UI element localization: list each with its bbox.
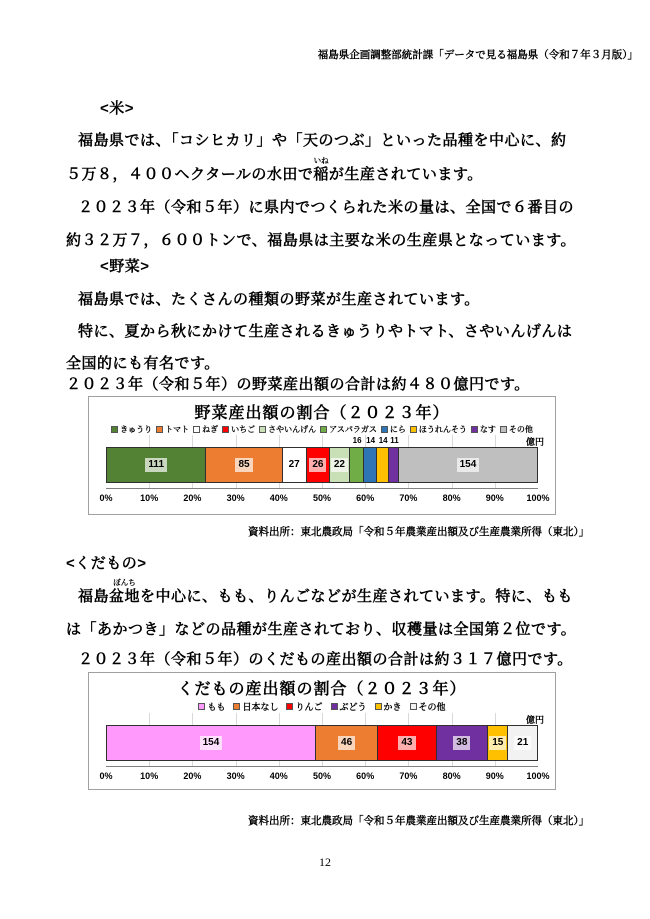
legend-label: りんご <box>295 702 323 712</box>
legend-label: さやいんげん <box>268 425 317 434</box>
axis-tick: 60% <box>356 493 375 503</box>
page-number: 12 <box>319 855 331 869</box>
legend-swatch <box>193 426 200 433</box>
segment-value-label: 154 <box>200 736 223 750</box>
legend-swatch <box>375 703 382 710</box>
segment-value-label: 38 <box>453 736 470 750</box>
source-citation: 資料出所：東北農政局「令和５年農業産出額及び生産農業所得（東北）」 <box>248 526 590 538</box>
legend-item <box>222 424 255 435</box>
fruit-paragraph-line: ２０２３年（令和５年）のくだもの産出額の合計は約３１７億円です。 <box>78 651 573 668</box>
bar-segment <box>488 726 508 760</box>
legend-label: トマト <box>165 425 190 434</box>
vegetable-paragraph-line: 全国的にも有名です。 <box>66 355 220 372</box>
legend-item <box>375 700 402 713</box>
segment-value-label: 27 <box>286 458 303 472</box>
fruit-section-heading: <くだもの> <box>66 555 147 572</box>
legend-swatch <box>320 426 327 433</box>
chart-above-labels <box>106 714 538 725</box>
chart-unit-label: 億円 <box>525 437 544 447</box>
rice-section-heading: <米> <box>100 100 135 117</box>
legend-label: かき <box>383 702 402 712</box>
line-text: を中心に、もも、りんごなどが生産されています。特に、もも <box>140 588 573 605</box>
segment-value-label: 154 <box>457 458 480 472</box>
bar-segment <box>330 448 350 482</box>
ruby-base: 稲 <box>313 166 329 183</box>
legend-swatch <box>331 703 338 710</box>
legend-item <box>193 424 218 435</box>
ruby-base: 盆地 <box>109 588 141 605</box>
rice-paragraph-line: 約３２万７，６００トンで、福島県は主要な米の生産県となっています。 <box>66 232 577 249</box>
legend-label: ねぎ <box>202 425 219 434</box>
vegetable-section-heading: <野菜> <box>100 258 150 275</box>
segment-value-label: 14 <box>366 436 376 445</box>
axis-tick: 0% <box>99 493 113 503</box>
legend-label: きゅうり <box>120 425 153 434</box>
axis-tick: 70% <box>399 771 418 781</box>
legend-swatch <box>259 426 266 433</box>
legend-swatch <box>222 426 229 433</box>
axis-tick: 60% <box>356 771 375 781</box>
line-text: ５万８，４００ヘクタールの水田で <box>66 166 314 183</box>
legend-item <box>233 700 278 713</box>
bar-segment <box>389 448 399 482</box>
chart-x-axis <box>99 489 550 504</box>
axis-tick: 70% <box>399 493 418 503</box>
legend-label: その他 <box>508 425 533 434</box>
segment-value-label: 21 <box>514 736 531 750</box>
chart-title: くだもの産出額の割合（２０２３年） <box>177 681 467 698</box>
segment-value-label: 46 <box>338 736 355 750</box>
legend-swatch <box>410 426 417 433</box>
vegetable-paragraph-line: ２０２３年（令和５年）の野菜産出額の合計は約４８０億円です。 <box>66 376 530 393</box>
axis-tick: 90% <box>485 493 504 503</box>
segment-value-label: 26 <box>309 458 326 472</box>
legend-label: ぶどう <box>339 702 367 712</box>
bar-segment <box>377 448 390 482</box>
bar-segment <box>378 726 436 760</box>
source-citation: 資料出所：東北農政局「令和５年農業産出額及び生産農業所得（東北）」 <box>248 815 590 827</box>
bar-segment <box>364 448 377 482</box>
legend-item <box>198 700 225 713</box>
segment-value-label: 85 <box>235 458 252 472</box>
legend-item <box>381 424 406 435</box>
legend-label: その他 <box>418 702 446 712</box>
axis-tick: 10% <box>140 493 159 503</box>
axis-tick: 30% <box>226 493 245 503</box>
axis-tick: 90% <box>485 771 504 781</box>
axis-tick: 0% <box>99 771 113 781</box>
legend-label: もも <box>207 702 226 712</box>
document-header: 福島県企画調整部統計課「データで見る福島県（令和７年３月版）」 <box>317 49 638 61</box>
axis-tick: 10% <box>140 771 159 781</box>
ruby-annotation <box>109 578 141 606</box>
legend-item <box>471 424 496 435</box>
chart-unit-label: 億円 <box>525 715 544 725</box>
rice-paragraph-line: ２０２３年（令和５年）に県内でつくられた米の量は、全国で６番目の <box>78 199 575 216</box>
stacked-bar <box>106 725 538 761</box>
legend-item <box>500 424 533 435</box>
legend-item <box>156 424 189 435</box>
legend-item <box>259 424 316 435</box>
segment-value-label: 15 <box>489 736 506 750</box>
chart-x-axis <box>99 767 550 782</box>
vegetable-paragraph-line: 特に、夏から秋にかけて生産されるきゅうりやトマト、さやいんげんは <box>78 323 573 340</box>
legend-item <box>410 424 467 435</box>
axis-tick: 80% <box>442 493 461 503</box>
bar-segment <box>283 448 307 482</box>
axis-tick: 40% <box>269 493 288 503</box>
fruit-output-chart <box>88 672 556 790</box>
line-text: 福島 <box>78 588 110 605</box>
legend-item <box>320 424 377 435</box>
rice-paragraph-line <box>66 156 483 184</box>
axis-tick: 50% <box>312 771 332 781</box>
ruby-text: いね <box>313 156 329 165</box>
bar-segment <box>399 448 537 482</box>
vegetable-output-chart <box>88 396 556 515</box>
segment-value-label: 11 <box>390 436 399 445</box>
chart-legend <box>89 700 555 713</box>
axis-tick: 20% <box>183 493 202 503</box>
legend-item <box>111 424 152 435</box>
legend-swatch <box>198 703 205 710</box>
line-text: が生産されています。 <box>328 166 483 183</box>
axis-tick: 40% <box>269 771 288 781</box>
bar-segment <box>206 448 282 482</box>
legend-item <box>331 700 367 713</box>
legend-item <box>286 700 322 713</box>
legend-label: 日本なし <box>242 702 279 712</box>
bar-segment <box>307 448 330 482</box>
legend-swatch <box>286 703 293 710</box>
legend-label: にら <box>389 425 406 434</box>
rice-paragraph-line: 福島県では、「コシヒカリ」や「天のつぶ」といった品種を中心に、約 <box>78 132 567 149</box>
segment-value-label: 22 <box>331 458 348 472</box>
legend-swatch <box>233 703 240 710</box>
legend-item <box>410 700 446 713</box>
legend-label: アスパラガス <box>329 425 377 434</box>
chart-plot-area <box>106 435 544 489</box>
ruby-annotation <box>313 156 329 184</box>
axis-tick: 80% <box>442 771 461 781</box>
axis-tick: 20% <box>183 771 202 781</box>
legend-swatch <box>471 426 478 433</box>
segment-value-label: 14 <box>378 436 388 445</box>
legend-label: ほうれんそう <box>418 425 467 434</box>
legend-swatch <box>500 426 507 433</box>
legend-swatch <box>111 426 118 433</box>
fruit-paragraph-line <box>78 578 573 606</box>
legend-label: なす <box>479 425 496 434</box>
ruby-text: ぼんち <box>113 578 136 587</box>
chart-above-labels <box>106 436 538 447</box>
axis-tick: 100% <box>526 493 550 503</box>
bar-segment <box>316 726 378 760</box>
segment-value-label: 43 <box>398 736 415 750</box>
legend-swatch <box>381 426 388 433</box>
bar-segment <box>107 726 316 760</box>
fruit-paragraph-line: は「あかつき」などの品種が生産されており、収穫量は全国第２位です。 <box>66 621 577 638</box>
chart-title: 野菜産出額の割合（２０２３年） <box>194 405 450 422</box>
chart-plot-area <box>106 713 544 767</box>
axis-tick: 30% <box>226 771 245 781</box>
segment-value-label: 111 <box>145 458 167 472</box>
axis-tick: 50% <box>312 493 332 503</box>
legend-swatch <box>410 703 417 710</box>
legend-label: いちご <box>231 425 256 434</box>
vegetable-paragraph-line: 福島県では、たくさんの種類の野菜が生産されています。 <box>78 291 480 308</box>
bar-segment <box>107 448 206 482</box>
bar-segment <box>350 448 364 482</box>
bar-segment <box>437 726 489 760</box>
stacked-bar <box>106 447 538 483</box>
segment-value-label: 16 <box>352 436 362 445</box>
axis-tick: 100% <box>526 771 550 781</box>
bar-segment <box>508 726 536 760</box>
legend-swatch <box>156 426 163 433</box>
chart-legend <box>89 424 555 435</box>
